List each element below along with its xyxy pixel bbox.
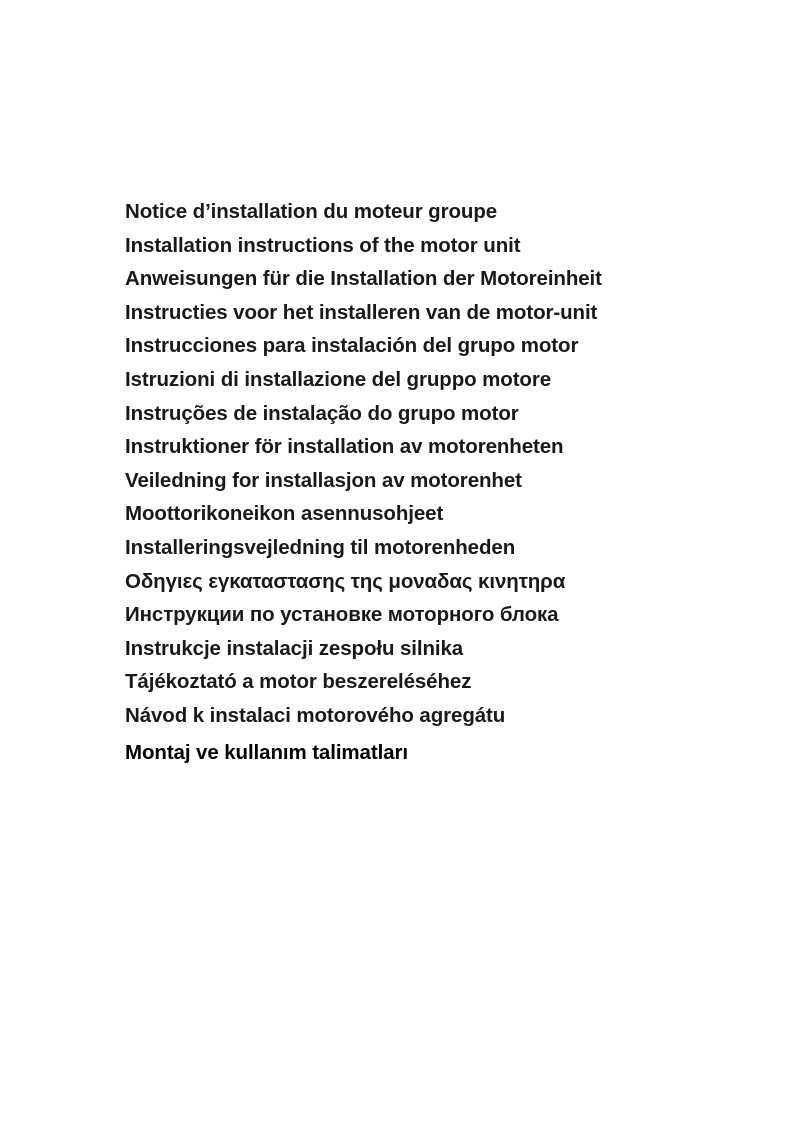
title-czech: Návod k instalaci motorového agregátu bbox=[125, 703, 506, 727]
title-english: Installation instructions of the motor unit bbox=[125, 233, 521, 257]
title-dutch: Instructies voor het installeren van de motor-unit bbox=[125, 300, 598, 324]
title-turkish: Montaj ve kullanım talimatları bbox=[125, 740, 408, 764]
title-portuguese: Instruções de instalação do grupo motor bbox=[125, 401, 519, 425]
title-danish: Installeringsvejledning til motorenheden bbox=[125, 535, 516, 559]
title-polish: Instrukcje instalacji zespołu silnika bbox=[125, 636, 464, 660]
title-norwegian: Veiledning for installasjon av motorenhet bbox=[125, 468, 522, 492]
title-french: Notice d’installation du moteur groupe bbox=[125, 200, 498, 223]
title-hungarian: Tájékoztató a motor beszereléséhez bbox=[125, 670, 472, 694]
title-finnish: Moottorikoneikon asennusohjeet bbox=[125, 502, 444, 526]
title-italian: Istruzioni di installazione del gruppo motore bbox=[125, 367, 552, 391]
title-swedish: Instruktioner för installation av motorenheten bbox=[125, 435, 564, 459]
title-russian: Инструкции по установке моторного блока bbox=[125, 603, 559, 627]
title-spanish: Instrucciones para instalación del grupo motor bbox=[125, 334, 579, 358]
instruction-titles-list bbox=[125, 195, 602, 769]
title-greek: Οδηγιες εγκαταστασης της μοναδας κινητηρα bbox=[125, 569, 566, 593]
title-german: Anweisungen für die Installation der Motoreinheit bbox=[125, 267, 602, 291]
